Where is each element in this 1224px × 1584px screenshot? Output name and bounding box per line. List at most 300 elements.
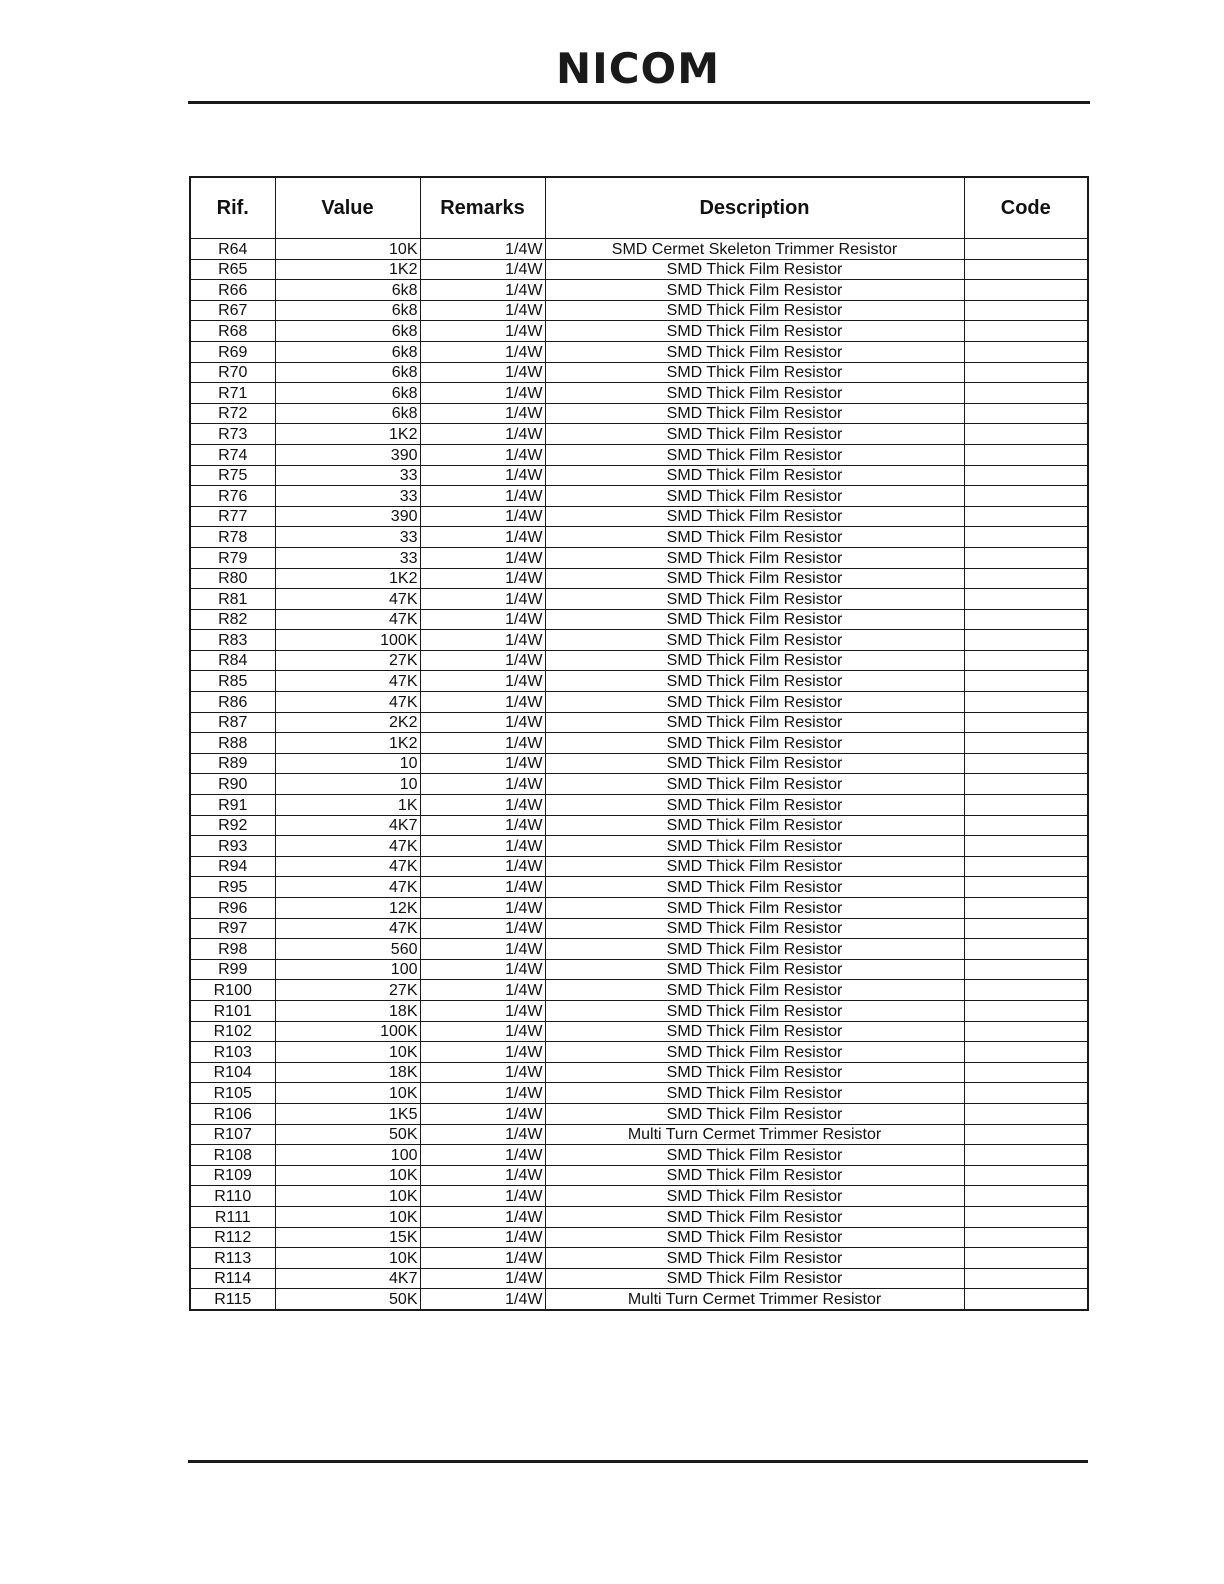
cell-ref: R111	[190, 1206, 275, 1227]
cell-ref: R102	[190, 1021, 275, 1042]
table-row	[190, 671, 1088, 692]
cell-remarks: 1/4W	[420, 589, 545, 610]
table-row	[190, 589, 1088, 610]
cell-remarks: 1/4W	[420, 403, 545, 424]
cell-description: SMD Thick Film Resistor	[545, 671, 964, 692]
cell-remarks: 1/4W	[420, 898, 545, 919]
cell-remarks: 1/4W	[420, 753, 545, 774]
table-row	[190, 1000, 1088, 1021]
cell-description: SMD Thick Film Resistor	[545, 321, 964, 342]
cell-ref: R109	[190, 1165, 275, 1186]
cell-value: 18K	[275, 1000, 420, 1021]
cell-value: 6k8	[275, 300, 420, 321]
cell-value: 6k8	[275, 341, 420, 362]
cell-value: 47K	[275, 877, 420, 898]
table-row	[190, 733, 1088, 754]
cell-description: SMD Thick Film Resistor	[545, 939, 964, 960]
cell-remarks: 1/4W	[420, 465, 545, 486]
cell-remarks: 1/4W	[420, 486, 545, 507]
cell-description: SMD Thick Film Resistor	[545, 856, 964, 877]
table-row	[190, 650, 1088, 671]
cell-code	[964, 1000, 1088, 1021]
cell-remarks: 1/4W	[420, 1042, 545, 1063]
cell-description: SMD Thick Film Resistor	[545, 465, 964, 486]
cell-ref: R89	[190, 753, 275, 774]
table-row	[190, 444, 1088, 465]
cell-value: 10K	[275, 1083, 420, 1104]
cell-value: 47K	[275, 856, 420, 877]
cell-description: SMD Thick Film Resistor	[545, 918, 964, 939]
cell-description: SMD Thick Film Resistor	[545, 527, 964, 548]
cell-ref: R104	[190, 1062, 275, 1083]
table-row	[190, 1145, 1088, 1166]
cell-description: SMD Thick Film Resistor	[545, 341, 964, 362]
cell-code	[964, 1206, 1088, 1227]
cell-remarks: 1/4W	[420, 239, 545, 260]
column-header-remarks: Remarks	[420, 177, 545, 239]
cell-description: SMD Thick Film Resistor	[545, 1062, 964, 1083]
cell-ref: R113	[190, 1248, 275, 1269]
cell-ref: R73	[190, 424, 275, 445]
cell-ref: R94	[190, 856, 275, 877]
cell-description: SMD Thick Film Resistor	[545, 980, 964, 1001]
cell-value: 10K	[275, 1165, 420, 1186]
cell-remarks: 1/4W	[420, 836, 545, 857]
cell-value: 15K	[275, 1227, 420, 1248]
cell-ref: R110	[190, 1186, 275, 1207]
cell-remarks: 1/4W	[420, 1248, 545, 1269]
cell-code	[964, 650, 1088, 671]
cell-description: SMD Thick Film Resistor	[545, 1021, 964, 1042]
table-row	[190, 753, 1088, 774]
cell-description: SMD Thick Film Resistor	[545, 650, 964, 671]
cell-ref: R97	[190, 918, 275, 939]
cell-remarks: 1/4W	[420, 1145, 545, 1166]
table-row	[190, 300, 1088, 321]
cell-code	[964, 898, 1088, 919]
cell-code	[964, 1165, 1088, 1186]
cell-ref: R69	[190, 341, 275, 362]
cell-code	[964, 630, 1088, 651]
cell-ref: R88	[190, 733, 275, 754]
cell-ref: R82	[190, 609, 275, 630]
cell-description: SMD Thick Film Resistor	[545, 547, 964, 568]
cell-description: SMD Thick Film Resistor	[545, 692, 964, 713]
cell-value: 47K	[275, 609, 420, 630]
cell-remarks: 1/4W	[420, 1124, 545, 1145]
cell-value: 4K7	[275, 1268, 420, 1289]
cell-code	[964, 1124, 1088, 1145]
cell-value: 27K	[275, 980, 420, 1001]
cell-remarks: 1/4W	[420, 259, 545, 280]
cell-value: 1K5	[275, 1103, 420, 1124]
cell-value: 4K7	[275, 815, 420, 836]
table-row	[190, 815, 1088, 836]
table-header-row	[190, 177, 1088, 239]
cell-remarks: 1/4W	[420, 815, 545, 836]
table-row	[190, 506, 1088, 527]
cell-ref: R114	[190, 1268, 275, 1289]
cell-description: SMD Thick Film Resistor	[545, 1165, 964, 1186]
cell-code	[964, 383, 1088, 404]
cell-code	[964, 856, 1088, 877]
cell-ref: R80	[190, 568, 275, 589]
brand-logo-text: NICOM	[555, 44, 721, 93]
cell-ref: R99	[190, 959, 275, 980]
cell-description: SMD Thick Film Resistor	[545, 795, 964, 816]
cell-value: 33	[275, 486, 420, 507]
table-row	[190, 856, 1088, 877]
table-row	[190, 630, 1088, 651]
cell-ref: R64	[190, 239, 275, 260]
table-row	[190, 712, 1088, 733]
cell-description: SMD Thick Film Resistor	[545, 609, 964, 630]
table-row	[190, 1268, 1088, 1289]
cell-ref: R79	[190, 547, 275, 568]
cell-value: 33	[275, 547, 420, 568]
cell-value: 10K	[275, 1206, 420, 1227]
table-row	[190, 362, 1088, 383]
cell-description: SMD Thick Film Resistor	[545, 1145, 964, 1166]
cell-remarks: 1/4W	[420, 630, 545, 651]
cell-value: 47K	[275, 671, 420, 692]
cell-remarks: 1/4W	[420, 1062, 545, 1083]
table-row	[190, 918, 1088, 939]
cell-value: 560	[275, 939, 420, 960]
cell-ref: R74	[190, 444, 275, 465]
cell-code	[964, 1103, 1088, 1124]
cell-description: SMD Thick Film Resistor	[545, 836, 964, 857]
cell-remarks: 1/4W	[420, 877, 545, 898]
cell-remarks: 1/4W	[420, 527, 545, 548]
cell-ref: R65	[190, 259, 275, 280]
cell-value: 1K2	[275, 424, 420, 445]
cell-remarks: 1/4W	[420, 568, 545, 589]
cell-remarks: 1/4W	[420, 1021, 545, 1042]
cell-code	[964, 1083, 1088, 1104]
cell-description: SMD Thick Film Resistor	[545, 424, 964, 445]
cell-ref: R93	[190, 836, 275, 857]
table-row	[190, 1103, 1088, 1124]
parts-table	[189, 176, 1089, 1311]
cell-ref: R100	[190, 980, 275, 1001]
cell-remarks: 1/4W	[420, 939, 545, 960]
table-row	[190, 527, 1088, 548]
cell-value: 6k8	[275, 321, 420, 342]
cell-ref: R106	[190, 1103, 275, 1124]
cell-code	[964, 959, 1088, 980]
cell-description: SMD Thick Film Resistor	[545, 259, 964, 280]
table-row	[190, 1206, 1088, 1227]
cell-code	[964, 259, 1088, 280]
cell-remarks: 1/4W	[420, 980, 545, 1001]
cell-code	[964, 877, 1088, 898]
table-row	[190, 280, 1088, 301]
table-row	[190, 774, 1088, 795]
table-row	[190, 424, 1088, 445]
cell-code	[964, 486, 1088, 507]
cell-code	[964, 527, 1088, 548]
cell-description: SMD Thick Film Resistor	[545, 1186, 964, 1207]
cell-code	[964, 403, 1088, 424]
cell-ref: R72	[190, 403, 275, 424]
cell-code	[964, 1062, 1088, 1083]
cell-description: SMD Thick Film Resistor	[545, 403, 964, 424]
cell-code	[964, 1021, 1088, 1042]
column-header-code: Code	[964, 177, 1088, 239]
cell-ref: R115	[190, 1289, 275, 1310]
cell-remarks: 1/4W	[420, 795, 545, 816]
cell-code	[964, 341, 1088, 362]
cell-remarks: 1/4W	[420, 692, 545, 713]
cell-ref: R101	[190, 1000, 275, 1021]
table-row	[190, 1227, 1088, 1248]
cell-code	[964, 300, 1088, 321]
cell-description: SMD Thick Film Resistor	[545, 1083, 964, 1104]
cell-value: 1K2	[275, 568, 420, 589]
cell-remarks: 1/4W	[420, 506, 545, 527]
table-row	[190, 259, 1088, 280]
cell-value: 10K	[275, 1248, 420, 1269]
cell-value: 10K	[275, 1042, 420, 1063]
cell-remarks: 1/4W	[420, 1289, 545, 1310]
cell-ref: R70	[190, 362, 275, 383]
cell-value: 100K	[275, 1021, 420, 1042]
cell-value: 10	[275, 753, 420, 774]
cell-description: SMD Thick Film Resistor	[545, 877, 964, 898]
cell-remarks: 1/4W	[420, 1206, 545, 1227]
cell-ref: R92	[190, 815, 275, 836]
cell-description: SMD Thick Film Resistor	[545, 630, 964, 651]
cell-remarks: 1/4W	[420, 959, 545, 980]
cell-remarks: 1/4W	[420, 671, 545, 692]
cell-ref: R76	[190, 486, 275, 507]
cell-description: SMD Thick Film Resistor	[545, 568, 964, 589]
cell-code	[964, 712, 1088, 733]
table-row	[190, 239, 1088, 260]
cell-value: 27K	[275, 650, 420, 671]
cell-description: SMD Thick Film Resistor	[545, 1248, 964, 1269]
cell-code	[964, 465, 1088, 486]
cell-value: 1K2	[275, 259, 420, 280]
cell-remarks: 1/4W	[420, 609, 545, 630]
cell-ref: R66	[190, 280, 275, 301]
cell-ref: R105	[190, 1083, 275, 1104]
cell-remarks: 1/4W	[420, 383, 545, 404]
cell-ref: R95	[190, 877, 275, 898]
cell-code	[964, 1042, 1088, 1063]
cell-description: SMD Thick Film Resistor	[545, 753, 964, 774]
cell-ref: R87	[190, 712, 275, 733]
cell-description: SMD Thick Film Resistor	[545, 712, 964, 733]
cell-description: SMD Thick Film Resistor	[545, 444, 964, 465]
table-row	[190, 939, 1088, 960]
cell-ref: R78	[190, 527, 275, 548]
footer-divider	[188, 1460, 1088, 1463]
cell-value: 47K	[275, 589, 420, 610]
table-row	[190, 898, 1088, 919]
cell-code	[964, 980, 1088, 1001]
cell-description: SMD Thick Film Resistor	[545, 815, 964, 836]
cell-value: 390	[275, 444, 420, 465]
cell-code	[964, 239, 1088, 260]
cell-ref: R112	[190, 1227, 275, 1248]
table-row	[190, 980, 1088, 1001]
cell-value: 390	[275, 506, 420, 527]
cell-value: 10K	[275, 1186, 420, 1207]
cell-value: 100K	[275, 630, 420, 651]
cell-value: 47K	[275, 836, 420, 857]
cell-remarks: 1/4W	[420, 341, 545, 362]
cell-remarks: 1/4W	[420, 856, 545, 877]
cell-code	[964, 424, 1088, 445]
cell-remarks: 1/4W	[420, 1186, 545, 1207]
cell-description: SMD Thick Film Resistor	[545, 959, 964, 980]
column-header-value: Value	[275, 177, 420, 239]
cell-remarks: 1/4W	[420, 321, 545, 342]
table-row	[190, 1021, 1088, 1042]
cell-value: 6k8	[275, 383, 420, 404]
cell-code	[964, 1186, 1088, 1207]
cell-description: SMD Thick Film Resistor	[545, 898, 964, 919]
cell-remarks: 1/4W	[420, 774, 545, 795]
cell-description: SMD Thick Film Resistor	[545, 1042, 964, 1063]
cell-code	[964, 1268, 1088, 1289]
table-row	[190, 609, 1088, 630]
cell-code	[964, 733, 1088, 754]
cell-remarks: 1/4W	[420, 1083, 545, 1104]
column-header-ref: Rif.	[190, 177, 275, 239]
cell-ref: R84	[190, 650, 275, 671]
cell-code	[964, 362, 1088, 383]
cell-description: SMD Thick Film Resistor	[545, 733, 964, 754]
cell-ref: R71	[190, 383, 275, 404]
table-row	[190, 403, 1088, 424]
cell-ref: R90	[190, 774, 275, 795]
cell-code	[964, 939, 1088, 960]
cell-remarks: 1/4W	[420, 733, 545, 754]
cell-value: 50K	[275, 1124, 420, 1145]
cell-value: 10K	[275, 239, 420, 260]
cell-description: SMD Thick Film Resistor	[545, 1268, 964, 1289]
cell-description: SMD Thick Film Resistor	[545, 300, 964, 321]
table-row	[190, 1062, 1088, 1083]
table-row	[190, 341, 1088, 362]
table-row	[190, 1165, 1088, 1186]
cell-code	[964, 753, 1088, 774]
cell-value: 47K	[275, 918, 420, 939]
cell-code	[964, 1227, 1088, 1248]
cell-remarks: 1/4W	[420, 280, 545, 301]
cell-description: Multi Turn Cermet Trimmer Resistor	[545, 1289, 964, 1310]
cell-ref: R81	[190, 589, 275, 610]
cell-remarks: 1/4W	[420, 547, 545, 568]
cell-code	[964, 692, 1088, 713]
table-row	[190, 877, 1088, 898]
cell-ref: R91	[190, 795, 275, 816]
cell-remarks: 1/4W	[420, 650, 545, 671]
cell-value: 10	[275, 774, 420, 795]
cell-value: 33	[275, 465, 420, 486]
cell-description: SMD Cermet Skeleton Trimmer Resistor	[545, 239, 964, 260]
table-row	[190, 1124, 1088, 1145]
cell-remarks: 1/4W	[420, 362, 545, 383]
cell-remarks: 1/4W	[420, 300, 545, 321]
cell-ref: R108	[190, 1145, 275, 1166]
cell-code	[964, 609, 1088, 630]
table-row	[190, 1186, 1088, 1207]
cell-value: 18K	[275, 1062, 420, 1083]
header-divider	[188, 101, 1090, 104]
cell-value: 47K	[275, 692, 420, 713]
cell-value: 1K	[275, 795, 420, 816]
table-row	[190, 568, 1088, 589]
table-row	[190, 321, 1088, 342]
table-row	[190, 1289, 1088, 1310]
cell-code	[964, 506, 1088, 527]
cell-ref: R77	[190, 506, 275, 527]
cell-remarks: 1/4W	[420, 1268, 545, 1289]
cell-description: SMD Thick Film Resistor	[545, 280, 964, 301]
cell-remarks: 1/4W	[420, 424, 545, 445]
cell-description: Multi Turn Cermet Trimmer Resistor	[545, 1124, 964, 1145]
cell-value: 100	[275, 959, 420, 980]
cell-remarks: 1/4W	[420, 1165, 545, 1186]
cell-value: 6k8	[275, 403, 420, 424]
cell-ref: R107	[190, 1124, 275, 1145]
cell-ref: R68	[190, 321, 275, 342]
cell-code	[964, 774, 1088, 795]
cell-description: SMD Thick Film Resistor	[545, 362, 964, 383]
cell-ref: R75	[190, 465, 275, 486]
table-row	[190, 692, 1088, 713]
cell-code	[964, 568, 1088, 589]
cell-ref: R85	[190, 671, 275, 692]
cell-code	[964, 815, 1088, 836]
cell-ref: R83	[190, 630, 275, 651]
column-header-description: Description	[545, 177, 964, 239]
cell-value: 50K	[275, 1289, 420, 1310]
table-row	[190, 465, 1088, 486]
cell-description: SMD Thick Film Resistor	[545, 486, 964, 507]
cell-code	[964, 1289, 1088, 1310]
cell-code	[964, 918, 1088, 939]
cell-remarks: 1/4W	[420, 1103, 545, 1124]
cell-remarks: 1/4W	[420, 1227, 545, 1248]
cell-description: SMD Thick Film Resistor	[545, 1206, 964, 1227]
cell-value: 6k8	[275, 362, 420, 383]
cell-description: SMD Thick Film Resistor	[545, 506, 964, 527]
cell-remarks: 1/4W	[420, 918, 545, 939]
cell-ref: R86	[190, 692, 275, 713]
cell-value: 12K	[275, 898, 420, 919]
cell-description: SMD Thick Film Resistor	[545, 1000, 964, 1021]
table-row	[190, 959, 1088, 980]
table-row	[190, 836, 1088, 857]
cell-code	[964, 547, 1088, 568]
cell-ref: R67	[190, 300, 275, 321]
cell-description: SMD Thick Film Resistor	[545, 774, 964, 795]
cell-code	[964, 671, 1088, 692]
cell-code	[964, 836, 1088, 857]
cell-remarks: 1/4W	[420, 444, 545, 465]
cell-value: 6k8	[275, 280, 420, 301]
cell-code	[964, 280, 1088, 301]
cell-description: SMD Thick Film Resistor	[545, 1227, 964, 1248]
cell-description: SMD Thick Film Resistor	[545, 589, 964, 610]
cell-ref: R96	[190, 898, 275, 919]
table-body	[190, 239, 1088, 1310]
